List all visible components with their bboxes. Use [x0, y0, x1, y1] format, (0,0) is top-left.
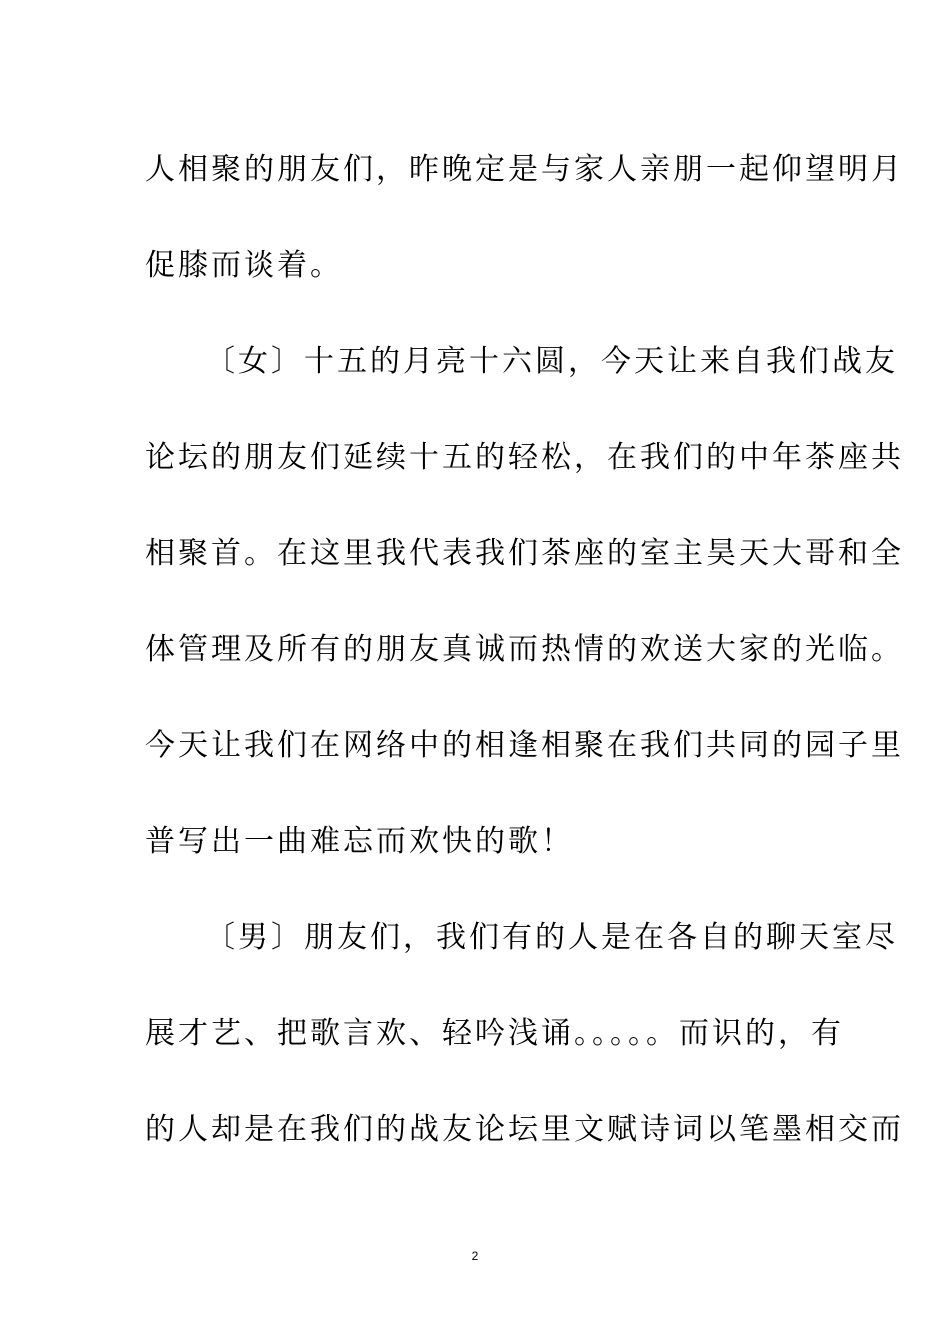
text-line: 今天让我们在网络中的相逢相聚在我们共同的园子里 [145, 728, 904, 763]
text-line: 促膝而谈着。 [145, 248, 343, 283]
text-line: 论坛的朋友们延续十五的轻松，在我们的中年茶座共 [145, 440, 904, 475]
text-line: 展才艺、把歌言欢、轻吟浅诵。。。。。而识的，有 [145, 1016, 844, 1051]
body-text [145, 122, 904, 1178]
text-line: 体管理及所有的朋友真诚而热情的欢送大家的光临。 [145, 632, 904, 667]
text-line: 的人却是在我们的战友论坛里文赋诗词以笔墨相交而 [145, 1112, 904, 1147]
text-line: 相聚首。在这里我代表我们茶座的室主昊天大哥和全 [145, 536, 904, 571]
text-line: 普写出一曲难忘而欢快的歌！ [145, 824, 574, 859]
text-line: 人相聚的朋友们，昨晚定是与家人亲朋一起仰望明月 [145, 152, 904, 187]
paragraph-start-line: 〔男〕朋友们，我们有的人是在各自的聊天室尽 [205, 920, 898, 955]
paragraph-start-line: 〔女〕十五的月亮十六圆，今天让来自我们战友 [205, 344, 898, 379]
page-number: 2 [471, 1249, 479, 1263]
